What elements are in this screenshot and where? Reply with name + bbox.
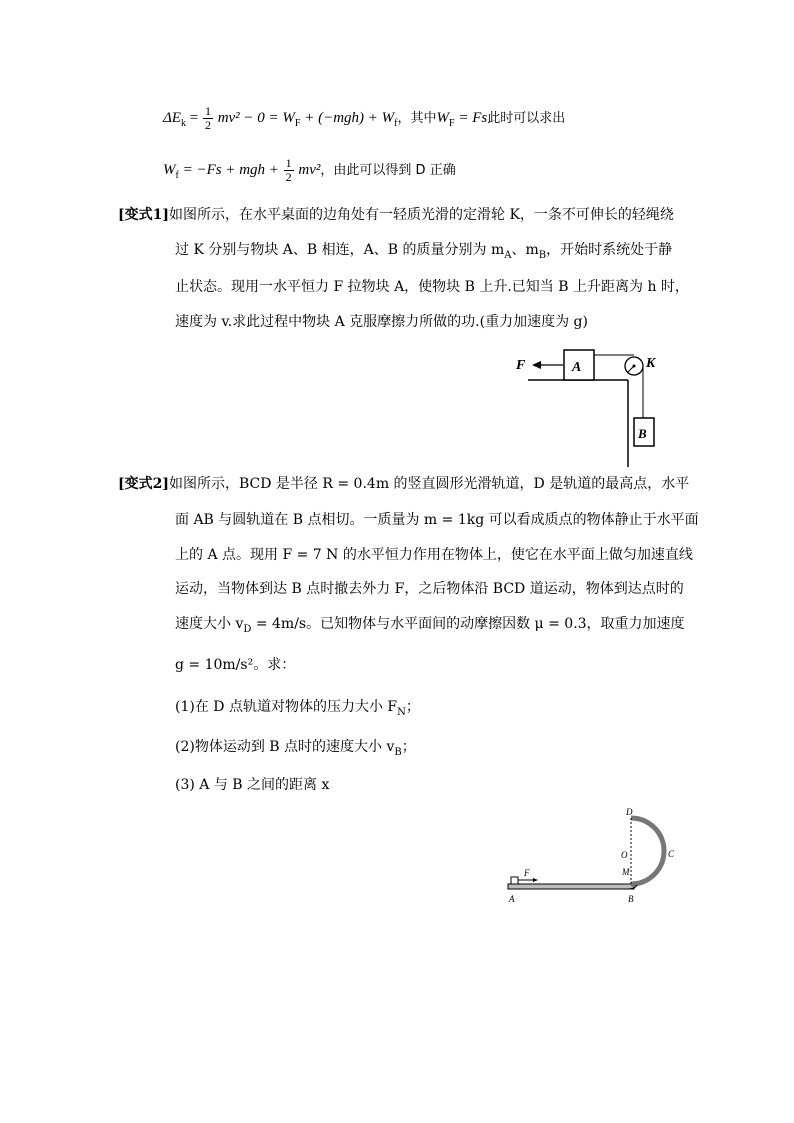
variant1-text-line2: 过 K 分别与物块 A、B 相连，A、B 的质量分别为 m [175, 242, 505, 258]
eq1-fraction [203, 105, 213, 132]
fig2-label-o: O [621, 850, 628, 860]
pulley-figure [510, 342, 670, 467]
variant2-q1-sub: N [397, 706, 406, 718]
eq2-lhs: W [163, 161, 176, 178]
eq1-lhs-sub: k [180, 117, 186, 129]
eq1-rest2: + (−mgh) + W [300, 109, 395, 126]
variant2-text-line6: g = 10m/s²。求： [175, 657, 296, 673]
eq1-tail: 此时可以求出 [487, 110, 566, 126]
variant2-q1b: ； [405, 699, 420, 715]
equation-1 [163, 105, 565, 134]
variant2-text-line5a: 速度大小 v [175, 616, 244, 632]
circular-track [631, 818, 664, 884]
variant2-text-line2: 面 AB 与圆轨道在 B 点相切。一质量为 m = 1kg 可以看成质点的物体静止于水平面 [175, 512, 699, 528]
eq1-frac-num: 1 [204, 104, 211, 118]
eq1-wf-sub: F [294, 117, 301, 129]
eq1-comma-text: ，其中 [397, 110, 437, 126]
variant2-sub-d: D [243, 623, 252, 635]
variant2-q2-sub: B [394, 746, 402, 758]
variant2-line3 [175, 545, 693, 565]
variant1-sub-b: B [538, 249, 547, 261]
variant2-text-line1: 如图所示，BCD 是半径 R = 0.4m 的竖直圆形光滑轨道，D 是轨道的最高点，水平 [169, 476, 690, 492]
object-block [511, 877, 518, 884]
fig2-label-a: A [509, 894, 515, 904]
variant2-text-line5b: = 4m/s。已知物体与水平面间的动摩擦因数 μ = 0.3，取重力加速度 [251, 616, 685, 632]
variant1-line4 [175, 312, 588, 332]
eq2-lhs-sub: f [175, 169, 179, 181]
label-a: A [572, 360, 582, 375]
variant2-line6 [175, 655, 295, 675]
variant2-q1a: (1)在 D 点轨道对物体的压力大小 F [175, 699, 398, 715]
variant2-text-line4: 运动，当物体到达 B 点时撤去外力 F，之后物体沿 BCD 道运动，物体到达点时的 [175, 581, 684, 597]
eq1-wf3-rest: = Fs [454, 109, 488, 126]
variant1-sub-a: A [504, 249, 512, 261]
variant1-text-line2-end: ，开始时系统处于静 [546, 242, 673, 258]
eq1-rest: mv² − 0 = W [217, 109, 295, 126]
variant2-line4 [175, 579, 684, 599]
label-f: F [516, 358, 526, 373]
fig2-label-f: F [524, 868, 530, 878]
variant2-text-line3: 上的 A 点。现用 F = 7 N 的水平恒力作用在物体上，使它在水平面上做匀加速直线 [175, 547, 693, 563]
eq2-fraction [284, 157, 294, 184]
variant2-label: [变式2] [118, 476, 169, 492]
variant2-q2a: (2)物体运动到 B 点时的速度大小 v [175, 739, 395, 755]
variant2-q3 [175, 775, 329, 795]
variant2-q1 [175, 697, 420, 723]
variant2-q2b: ； [401, 739, 416, 755]
variant2-line1 [118, 474, 689, 494]
variant2-q2 [175, 737, 416, 763]
eq1-wf3: W [436, 109, 450, 126]
eq2-frac-den: 2 [285, 170, 292, 184]
variant1-text-line4: 速度为 v.求此过程中物块 A 克服摩擦力所做的功.(重力加速度为 g) [175, 314, 588, 330]
ground-ab [508, 884, 634, 889]
variant1-text-line1: 如图所示，在水平桌面的边角处有一轻质光滑的定滑轮 K，一条不可伸长的轻绳绕 [169, 207, 674, 223]
fig2-label-m: M [622, 867, 630, 877]
eq2-rest: = −Fs + mgh + [178, 161, 283, 178]
eq2-tail: ，由此可以得到 D 正确 [320, 162, 456, 178]
variant2-q3: (3) A 与 B 之间的距离 x [175, 777, 330, 793]
variant1-text-line2-mid: 、m [511, 242, 539, 258]
variant1-line1 [118, 205, 674, 225]
track-figure [500, 805, 700, 910]
fig2-label-d: D [626, 807, 633, 817]
eq1-wf3-sub: F [449, 117, 455, 129]
label-b: B [638, 426, 647, 441]
variant1-text-line3: 止状态。现用一水平恒力 F 拉物块 A，使物块 B 上升.已知当 B 上升距离为 h 时， [175, 279, 689, 295]
eq2-frac-num: 1 [285, 156, 292, 170]
equation-2 [163, 157, 456, 186]
variant1-line2 [175, 240, 672, 266]
eq1-lhs: ΔE [163, 109, 181, 126]
variant2-line5 [175, 614, 685, 640]
variant1-line3 [175, 277, 689, 297]
variant2-line2 [175, 510, 699, 530]
eq1-equals: = [189, 109, 199, 126]
fig2-label-c: C [668, 849, 675, 859]
variant1-label: [变式1] [118, 207, 169, 223]
fig2-label-b: B [628, 894, 634, 904]
eq1-wf2-sub: f [394, 117, 398, 129]
eq2-rest2: mv² [298, 161, 321, 178]
label-k: K [646, 356, 656, 371]
eq1-frac-den: 2 [204, 118, 211, 132]
